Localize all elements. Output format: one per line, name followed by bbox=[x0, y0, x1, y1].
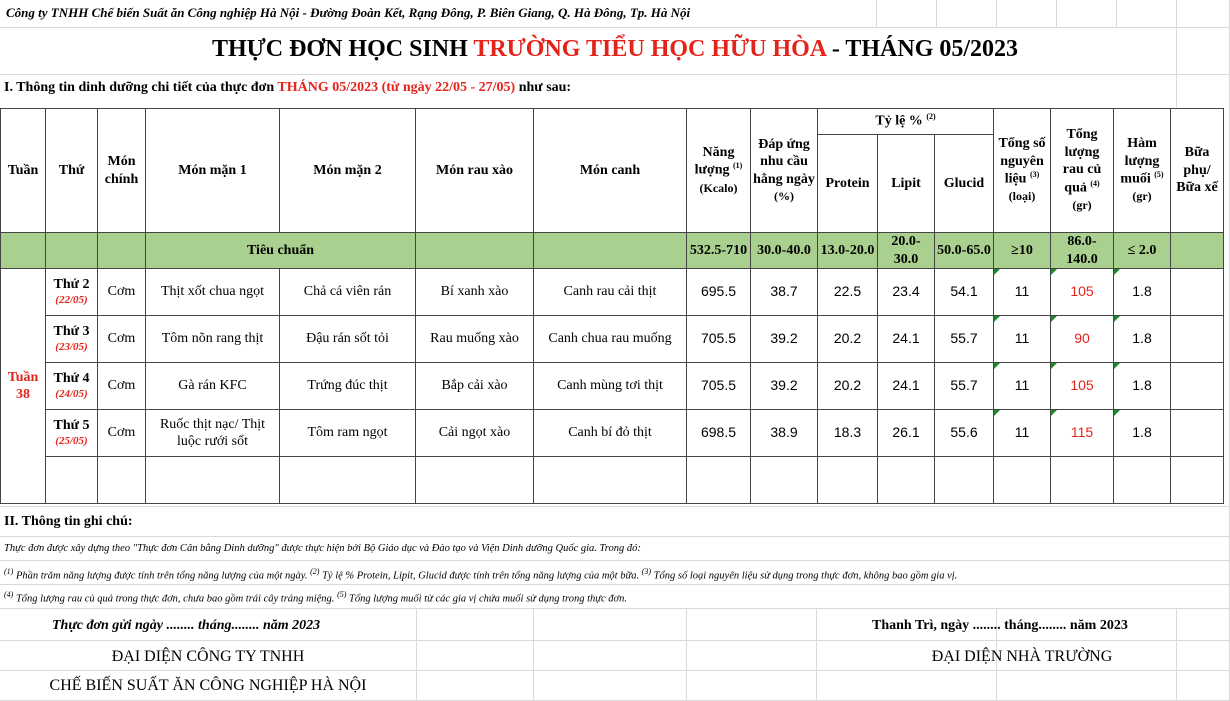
col-header-protein: Protein bbox=[818, 135, 878, 233]
protein-value: 22.5 bbox=[818, 269, 878, 316]
main-dish: Cơm bbox=[98, 410, 146, 457]
lipit-value: 23.4 bbox=[878, 269, 935, 316]
section1-period: THÁNG 05/2023 (từ ngày 22/05 - 27/05) bbox=[277, 80, 516, 95]
dish1: Gà rán KFC bbox=[146, 363, 280, 410]
dish1: Thịt xốt chua ngọt bbox=[146, 269, 280, 316]
section1-prefix: I. Thông tin dinh dưỡng chi tiết của thực đơn bbox=[4, 80, 278, 95]
percent-value: 38.9 bbox=[751, 410, 818, 457]
energy-value: 695.5 bbox=[687, 269, 751, 316]
standard-row bbox=[1, 233, 1224, 269]
glucid-value: 54.1 bbox=[935, 269, 994, 316]
note-line-1: $^{(1)}$ Phần trăm năng lượng được tính trên tổng năng lượng của một ngày. $^{(2)}$ Tỷ lệ % Protein, Lipit, Glucid được tính trên tổng năng lượng của một bữa. $^{(3)}$ Tổng số loại nguyên liệu sử dụng trong thực đơn, không bao gồm gia vị. bbox=[4, 567, 958, 582]
main-dish: Cơm bbox=[98, 316, 146, 363]
soup-dish: Canh bí đỏ thịt bbox=[534, 410, 687, 457]
section1-heading bbox=[4, 80, 571, 96]
veg-value: 105 bbox=[1051, 269, 1114, 316]
col-header-ingredients: Tổng số nguyên liệu $^{(3)}$ (loại) bbox=[994, 109, 1051, 233]
glucid-value: 55.6 bbox=[935, 410, 994, 457]
soup-dish: Canh rau cải thịt bbox=[534, 269, 687, 316]
standard-salt: ≤ 2.0 bbox=[1114, 233, 1171, 269]
protein-value: 18.3 bbox=[818, 410, 878, 457]
col-header-daily-need: Đáp ứng nhu cầu hằng ngày (%) bbox=[751, 109, 818, 233]
col-header-soup: Món canh bbox=[534, 109, 687, 233]
salt-value: 1.8 bbox=[1114, 410, 1171, 457]
title-suffix: - THÁNG 05/2023 bbox=[825, 36, 1019, 62]
day-cell: Thứ 2 (22/05) bbox=[46, 269, 98, 316]
title-school: TRƯỜNG TIỂU HỌC HỮU HÒA bbox=[473, 36, 826, 62]
dish2: Đậu rán sốt tỏi bbox=[280, 316, 416, 363]
ingredients-value: 11 bbox=[994, 269, 1051, 316]
veg-value: 90 bbox=[1051, 316, 1114, 363]
protein-value: 20.2 bbox=[818, 363, 878, 410]
school-representative: ĐẠI DIỆN NHÀ TRƯỜNG bbox=[931, 648, 1113, 665]
glucid-value: 55.7 bbox=[935, 316, 994, 363]
note-line-2: $^{(4)}$ Tổng lượng rau củ quả trong thực đơn, chưa bao gồm trái cây tráng miệng. $^{(5)}$ Tổng lượng muối từ các gia vị chứa muối sử dụng trong thực đơn. bbox=[4, 590, 628, 605]
veg-dish: Cải ngọt xào bbox=[416, 410, 534, 457]
snack-value bbox=[1171, 269, 1224, 316]
lipit-value: 24.1 bbox=[878, 316, 935, 363]
salt-value: 1.8 bbox=[1114, 269, 1171, 316]
dish2: Tôm ram ngọt bbox=[280, 410, 416, 457]
salt-value: 1.8 bbox=[1114, 316, 1171, 363]
snack-value bbox=[1171, 363, 1224, 410]
salt-value: 1.8 bbox=[1114, 363, 1171, 410]
table-row bbox=[1, 269, 1224, 316]
col-header-ratio: Tỷ lệ % $^{(2)}$ bbox=[818, 109, 994, 135]
col-header-day: Thứ bbox=[46, 109, 98, 233]
ingredients-value: 11 bbox=[994, 410, 1051, 457]
protein-value: 20.2 bbox=[818, 316, 878, 363]
standard-glucid: 50.0-65.0 bbox=[935, 233, 994, 269]
company-name-line: CHẾ BIẾN SUẤT ĂN CÔNG NGHIỆP HÀ NỘI bbox=[49, 677, 367, 694]
dish1: Ruốc thịt nạc/ Thịt luộc rưới sốt bbox=[146, 410, 280, 457]
table-row bbox=[1, 316, 1224, 363]
standard-ingredients: ≥10 bbox=[994, 233, 1051, 269]
ingredients-value: 11 bbox=[994, 363, 1051, 410]
soup-dish: Canh mùng tơi thịt bbox=[534, 363, 687, 410]
lipit-value: 26.1 bbox=[878, 410, 935, 457]
place-date-line: Thanh Trì, ngày ........ tháng........ năm 2023 bbox=[872, 618, 1128, 633]
col-header-energy: Năng lượng $^{(1)}$ (Kcalo) bbox=[687, 109, 751, 233]
section2-heading: II. Thông tin ghi chú: bbox=[4, 514, 133, 529]
main-dish: Cơm bbox=[98, 269, 146, 316]
dish2: Trứng đúc thịt bbox=[280, 363, 416, 410]
title-prefix: THỰC ĐƠN HỌC SINH bbox=[211, 36, 474, 62]
standard-energy: 532.5-710 bbox=[687, 233, 751, 269]
snack-value bbox=[1171, 316, 1224, 363]
col-header-dish1: Món mặn 1 bbox=[146, 109, 280, 233]
standard-label: Tiêu chuẩn bbox=[146, 233, 416, 269]
week-label: Tuần 38 bbox=[1, 269, 46, 504]
glucid-value: 55.7 bbox=[935, 363, 994, 410]
company-address: Công ty TNHH Chế biến Suất ăn Công nghiệp Hà Nội - Đường Đoàn Kết, Rạng Đông, P. Biên Giang, Q. Hà Đông, Tp. Hà Nội bbox=[6, 5, 691, 20]
snack-value bbox=[1171, 410, 1224, 457]
col-header-glucid: Glucid bbox=[935, 135, 994, 233]
col-header-dish2: Món mặn 2 bbox=[280, 109, 416, 233]
col-header-snack: Bữa phụ/ Bữa xế bbox=[1171, 109, 1224, 233]
dish2: Chả cá viên rán bbox=[280, 269, 416, 316]
percent-value: 38.7 bbox=[751, 269, 818, 316]
day-cell: Thứ 3 (23/05) bbox=[46, 316, 98, 363]
veg-dish: Bắp cải xào bbox=[416, 363, 534, 410]
day-cell: Thứ 5 (25/05) bbox=[46, 410, 98, 457]
veg-dish: Bí xanh xào bbox=[416, 269, 534, 316]
lipit-value: 24.1 bbox=[878, 363, 935, 410]
veg-value: 115 bbox=[1051, 410, 1114, 457]
energy-value: 705.5 bbox=[687, 363, 751, 410]
standard-protein: 13.0-20.0 bbox=[818, 233, 878, 269]
table-row bbox=[1, 410, 1224, 457]
energy-value: 705.5 bbox=[687, 316, 751, 363]
col-header-vegetables: Tổng lượng rau củ quả $^{(4)}$ (gr) bbox=[1051, 109, 1114, 233]
col-header-main: Món chính bbox=[98, 109, 146, 233]
percent-value: 39.2 bbox=[751, 316, 818, 363]
note-intro: Thực đơn được xây dựng theo "Thực đơn Cân bằng Dinh dưỡng" được thực hiện bởi Bộ Giáo dục và Đào tạo và Viện Dinh dưỡng Quốc gia. Trong đó: bbox=[4, 543, 641, 554]
menu-table bbox=[0, 108, 1224, 504]
company-representative: ĐẠI DIỆN CÔNG TY TNHH bbox=[111, 648, 305, 665]
soup-dish: Canh chua rau muống bbox=[534, 316, 687, 363]
col-header-lipit: Lipit bbox=[878, 135, 935, 233]
main-dish: Cơm bbox=[98, 363, 146, 410]
standard-percent: 30.0-40.0 bbox=[751, 233, 818, 269]
day-cell: Thứ 4 (24/05) bbox=[46, 363, 98, 410]
page-title bbox=[0, 36, 1230, 63]
table-row bbox=[1, 363, 1224, 410]
veg-dish: Rau muống xào bbox=[416, 316, 534, 363]
ingredients-value: 11 bbox=[994, 316, 1051, 363]
sent-date-line: Thực đơn gửi ngày ........ tháng........ năm 2023 bbox=[52, 618, 321, 633]
section1-suffix: như sau: bbox=[515, 80, 572, 95]
percent-value: 39.2 bbox=[751, 363, 818, 410]
energy-value: 698.5 bbox=[687, 410, 751, 457]
col-header-salt: Hàm lượng muối $^{(5)}$ (gr) bbox=[1114, 109, 1171, 233]
veg-value: 105 bbox=[1051, 363, 1114, 410]
standard-veg: 86.0-140.0 bbox=[1051, 233, 1114, 269]
col-header-week: Tuần bbox=[1, 109, 46, 233]
standard-lipit: 20.0-30.0 bbox=[878, 233, 935, 269]
table-row-empty bbox=[1, 457, 1224, 504]
dish1: Tôm nõn rang thịt bbox=[146, 316, 280, 363]
col-header-veg-dish: Món rau xào bbox=[416, 109, 534, 233]
